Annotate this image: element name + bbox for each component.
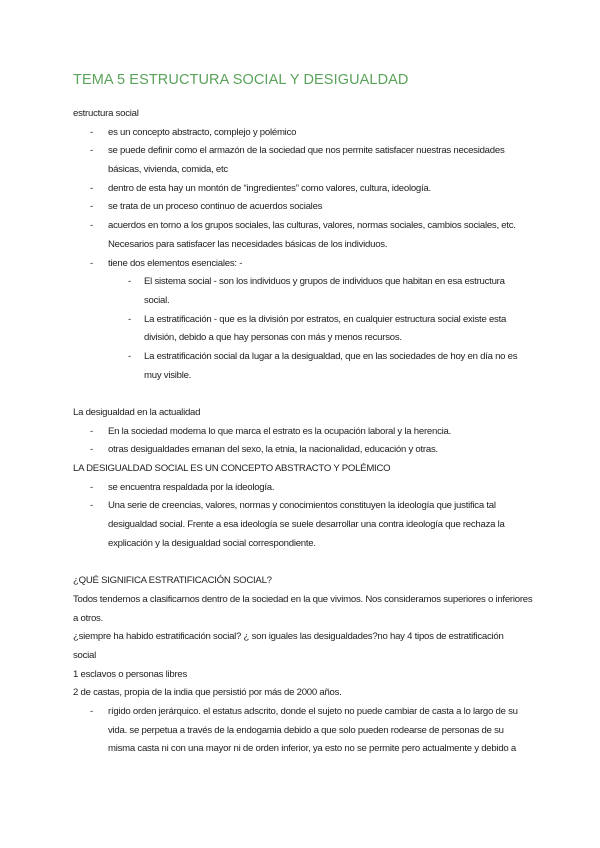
line-text: acuerdos en torno a los grupos sociales, las culturas, valores, normas sociales, cambios sociales, etc. xyxy=(108,220,516,232)
bullet-dash-icon: - xyxy=(128,276,131,288)
line-text: se encuentra respaldada por la ideología. xyxy=(108,481,275,493)
bullet-item xyxy=(73,255,533,274)
line-text: La estratificación social da lugar a la desigualdad, que en las sociedades de hoy en día no es xyxy=(144,350,518,362)
bullet-dash-icon: - xyxy=(90,220,93,232)
bullet-continuation xyxy=(73,516,533,535)
line-text: Una serie de creencias, valores, normas y conocimientos constituyen la ideología que justifica tal xyxy=(108,500,496,512)
line-text: social xyxy=(73,649,97,661)
bullet-dash-icon: - xyxy=(90,500,93,512)
bullet-item xyxy=(73,441,533,460)
line-text: 2 de castas, propia de la india que persistió por más de 2000 años. xyxy=(73,687,342,699)
bullet-dash-icon: - xyxy=(90,182,93,194)
paragraph-line xyxy=(73,684,533,703)
line-text: Todos tendemos a clasificarnos dentro de la sociedad en la que vivimos. Nos consideramos superiores o inferiores xyxy=(73,593,533,605)
bullet-dash-icon: - xyxy=(90,425,93,437)
line-text: social. xyxy=(144,294,170,306)
line-text: muy visible. xyxy=(144,369,192,381)
line-text: En la sociedad moderna lo que marca el estrato es la ocupación laboral y la herencia. xyxy=(108,425,451,437)
bullet-dash-icon: - xyxy=(90,126,93,138)
bullet-dash-icon: - xyxy=(128,313,131,325)
paragraph-line xyxy=(73,572,533,591)
bullet-item xyxy=(73,217,533,236)
line-text: ¿siempre ha habido estratificación social? ¿ son iguales las desigualdades?no hay 4 tipos de estratificación xyxy=(73,631,504,643)
bullet-dash-icon: - xyxy=(90,257,93,269)
bullet-dash-icon: - xyxy=(128,350,131,362)
bullet-continuation xyxy=(73,236,533,255)
sub-bullet-item xyxy=(73,311,533,330)
sub-bullet-item xyxy=(73,348,533,367)
bullet-item xyxy=(73,198,533,217)
bullet-item xyxy=(73,142,533,161)
bullet-dash-icon: - xyxy=(90,201,93,213)
bullet-dash-icon: - xyxy=(90,145,93,157)
sub-bullet-continuation xyxy=(73,367,533,386)
line-text: es un concepto abstracto, complejo y polémico xyxy=(108,126,297,138)
bullet-dash-icon: - xyxy=(90,444,93,456)
paragraph-line xyxy=(73,628,533,647)
sub-bullet-item xyxy=(73,273,533,292)
line-text: desigualdad social. Frente a esa ideología se suele desarrollar una contra ideología que rechaza la xyxy=(108,519,505,531)
line-text: LA DESIGUALDAD SOCIAL ES UN CONCEPTO ABSTRACTO Y POLÉMICO xyxy=(73,463,391,475)
line-text: se trata de un proceso continuo de acuerdos sociales xyxy=(108,201,323,213)
bullet-item xyxy=(73,703,533,722)
line-text: Necesarios para satisfacer las necesidades básicas de los individuos. xyxy=(108,238,388,250)
bullet-continuation xyxy=(73,535,533,554)
line-text: 1 esclavos o personas libres xyxy=(73,668,188,680)
bullet-item xyxy=(73,497,533,516)
line-text: dentro de esta hay un montón de “ingredientes” como valores, cultura, ideología. xyxy=(108,182,431,194)
paragraph-line xyxy=(73,666,533,685)
paragraph-line xyxy=(73,105,533,124)
bullet-dash-icon: - xyxy=(90,481,93,493)
line-text: misma casta ni con una mayor ni de orden inferior, ya esto no se permite pero actualmente y debido a xyxy=(108,743,517,755)
sub-bullet-continuation xyxy=(73,292,533,311)
line-text: La estratificación - que es la división por estratos, en cualquier estructura social existe esta xyxy=(144,313,507,325)
bullet-item xyxy=(73,124,533,143)
paragraph-line xyxy=(73,610,533,629)
line-text: ¿QUÉ SIGNIFICA ESTRATIFICACIÓN SOCIAL? xyxy=(73,575,272,587)
line-text: tiene dos elementos esenciales: - xyxy=(108,257,243,269)
document-title: TEMA 5 ESTRUCTURA SOCIAL Y DESIGUALDAD xyxy=(73,72,409,88)
bullet-continuation xyxy=(73,161,533,180)
line-text: La desigualdad en la actualidad xyxy=(73,407,201,418)
bullet-dash-icon: - xyxy=(90,706,93,717)
sub-bullet-continuation xyxy=(73,329,533,348)
line-text: explicación y la desigualdad social correspondiente. xyxy=(108,537,316,549)
bullet-continuation xyxy=(73,722,533,741)
line-text: otras desigualdades emanan del sexo, la etnia, la nacionalidad, educación y otras. xyxy=(108,444,438,456)
bullet-continuation xyxy=(73,740,533,759)
blank-line xyxy=(73,385,533,404)
line-text: vida. se perpetua a través de la endogamia debido a que solo pueden rodearse de personas de su xyxy=(108,724,504,736)
bullet-item xyxy=(73,423,533,442)
blank-line xyxy=(73,554,533,573)
paragraph-line xyxy=(73,460,533,479)
line-text: estructura social xyxy=(73,108,139,119)
paragraph-line xyxy=(73,591,533,610)
line-text: se puede definir como el armazón de la sociedad que nos permite satisfacer nuestras necesidades xyxy=(108,145,505,157)
line-text: El sistema social - son los individuos y grupos de individuos que habitan en esa estructura xyxy=(144,276,505,288)
paragraph-line xyxy=(73,647,533,666)
paragraph-line xyxy=(73,404,533,423)
document-body xyxy=(73,105,533,759)
line-text: a otros. xyxy=(73,612,103,624)
bullet-item xyxy=(73,479,533,498)
line-text: básicas, vivienda, comida, etc xyxy=(108,164,228,176)
line-text: rígido orden jerárquico. el estatus adscrito, donde el sujeto no puede cambiar de casta a lo largo de su xyxy=(108,706,518,717)
line-text: división, debido a que hay personas con más y menos recursos. xyxy=(144,332,402,344)
bullet-item xyxy=(73,180,533,199)
